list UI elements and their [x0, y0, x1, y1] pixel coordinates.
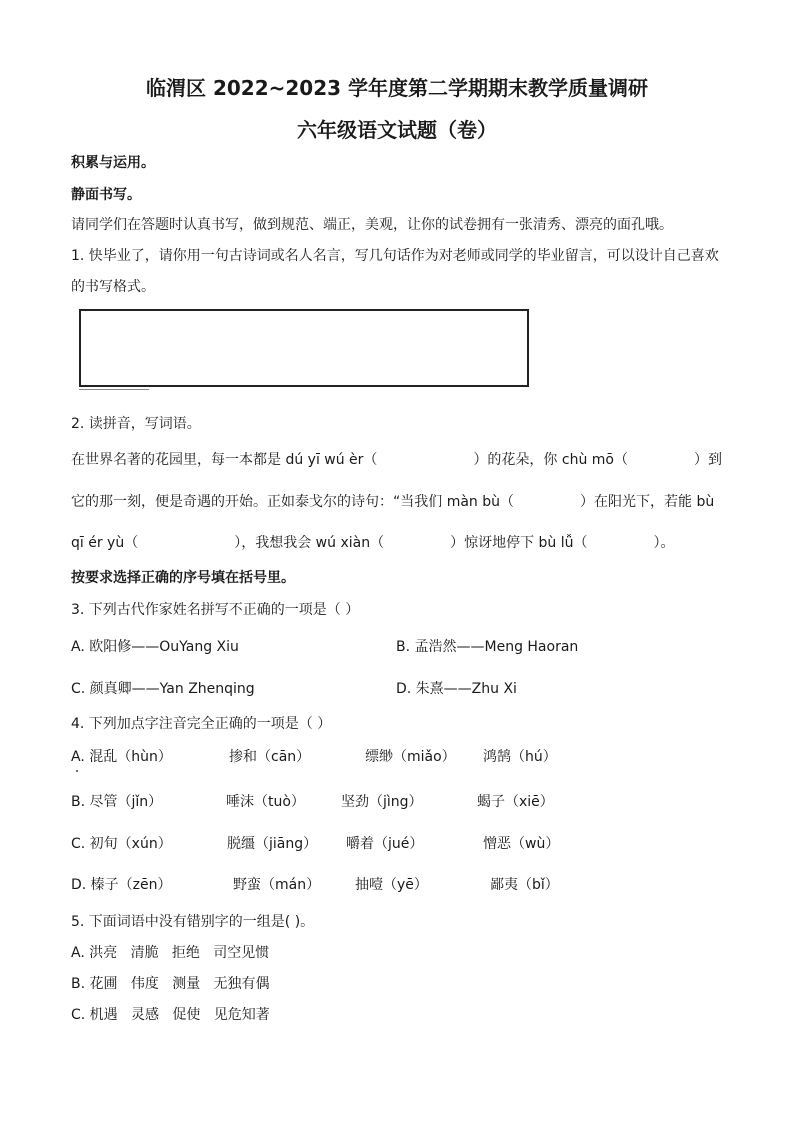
q2-text-3c: ）惊讶地停下 bù lǚ（ [450, 535, 588, 551]
q2-text-3d: ）。 [653, 535, 675, 551]
q2-text-1b: ）的花朵，你 chù mō（ [473, 452, 628, 468]
q5-option-a[interactable]: A. 洪亮 清脆 拒绝 司空见惯 [71, 945, 270, 961]
section-heading-accumulation: 积累与运用。 [71, 155, 155, 171]
q4-option-a-word4: 鸿鹄（hú） [483, 749, 557, 765]
q3-option-a[interactable]: A. 欧阳修——OuYang Xiu [71, 639, 239, 655]
exam-subtitle: 六年级语文试题（卷） [297, 118, 497, 142]
q5-option-c[interactable]: C. 机遇 灵感 促使 见危知著 [71, 1007, 270, 1023]
q5-option-b[interactable]: B. 花圃 伟度 测量 无独有偶 [71, 976, 270, 992]
q4-option-b-word3: 坚劲（jìng） [341, 794, 423, 810]
q4-option-b-word4: 蝎子（xiē） [477, 794, 554, 810]
question-3-stem: 3. 下列古代作家姓名拼写不正确的一项是（ ） [71, 602, 360, 618]
q2-line2 [71, 491, 714, 511]
q4-option-c-word4: 憎恶（wù） [483, 836, 560, 852]
q2-text-2a: 它的那一刻，便是奇遇的开始。正如泰戈尔的诗句：“当我们 màn bù（ [71, 494, 515, 510]
question-4-stem: 4. 下列加点字注音完全正确的一项是（ ） [71, 716, 332, 732]
q3-option-d[interactable]: D. 朱熹——Zhu Xi [396, 681, 517, 697]
q3-option-c[interactable]: C. 颜真卿——Yan Zhenqing [71, 681, 255, 697]
answer-box[interactable] [79, 309, 529, 387]
q4-option-a-word1[interactable]: A. 混乱（hùn） [71, 749, 172, 765]
q2-text-3a: qī ér yù（ [71, 535, 139, 551]
q4-option-c-word1[interactable]: C. 初旬（xún） [71, 836, 172, 852]
q4-option-d-word1[interactable]: D. 榛子（zēn） [71, 877, 172, 893]
q4-option-c-word2: 脱缰（jiāng） [227, 836, 318, 852]
q4-option-d-word4: 鄙夷（bǐ） [490, 877, 559, 893]
q3-option-b[interactable]: B. 孟浩然——Meng Haoran [396, 639, 579, 655]
q4-option-d-word2: 野蛮（mán） [233, 877, 321, 893]
q2-text-1c: ）到 [693, 452, 722, 468]
section-heading-choice: 按要求选择正确的序号填在括号里。 [71, 570, 295, 586]
stray-mark [76, 770, 78, 772]
q4-option-a-word3: 缥缈（miǎo） [365, 749, 456, 765]
section-subheading-writing: 静面书写。 [71, 187, 141, 203]
q4-option-b-word2: 唾沫（tuò） [226, 794, 305, 810]
writing-instruction: 请同学们在答题时认真书写，做到规范、端正，美观，让你的试卷拥有一张清秀、漂亮的面孔哦。 [71, 217, 673, 233]
exam-title: 临渭区 2022~2023 学年度第二学期期末教学质量调研 [145, 76, 648, 100]
q2-line1 [71, 449, 722, 469]
question-1-line2: 的书写格式。 [71, 279, 155, 295]
question-2-stem: 2. 读拼音，写词语。 [71, 416, 201, 432]
q4-option-c-word3: 嚼着（jué） [346, 836, 424, 852]
q4-option-b-word1[interactable]: B. 尽管（jǐn） [71, 794, 163, 810]
q4-option-d-word3: 抽噎（yē） [355, 877, 428, 893]
q2-line3 [71, 532, 675, 552]
question-1-line1: 1. 快毕业了，请你用一句古诗词或名人名言，写几句话作为对老师或同学的毕业留言，可以设计自己喜欢 [71, 248, 719, 264]
q2-text-2b: ）在阳光下，若能 bù [580, 494, 715, 510]
q2-text-1a: 在世界名著的花园里，每一本都是 dú yī wú èr（ [71, 452, 378, 468]
q2-text-3b: ），我想我会 wú xiàn（ [234, 535, 385, 551]
question-5-stem: 5. 下面词语中没有错别字的一组是( )。 [71, 914, 315, 930]
divider [79, 389, 149, 390]
q4-option-a-word2: 掺和（cān） [229, 749, 311, 765]
